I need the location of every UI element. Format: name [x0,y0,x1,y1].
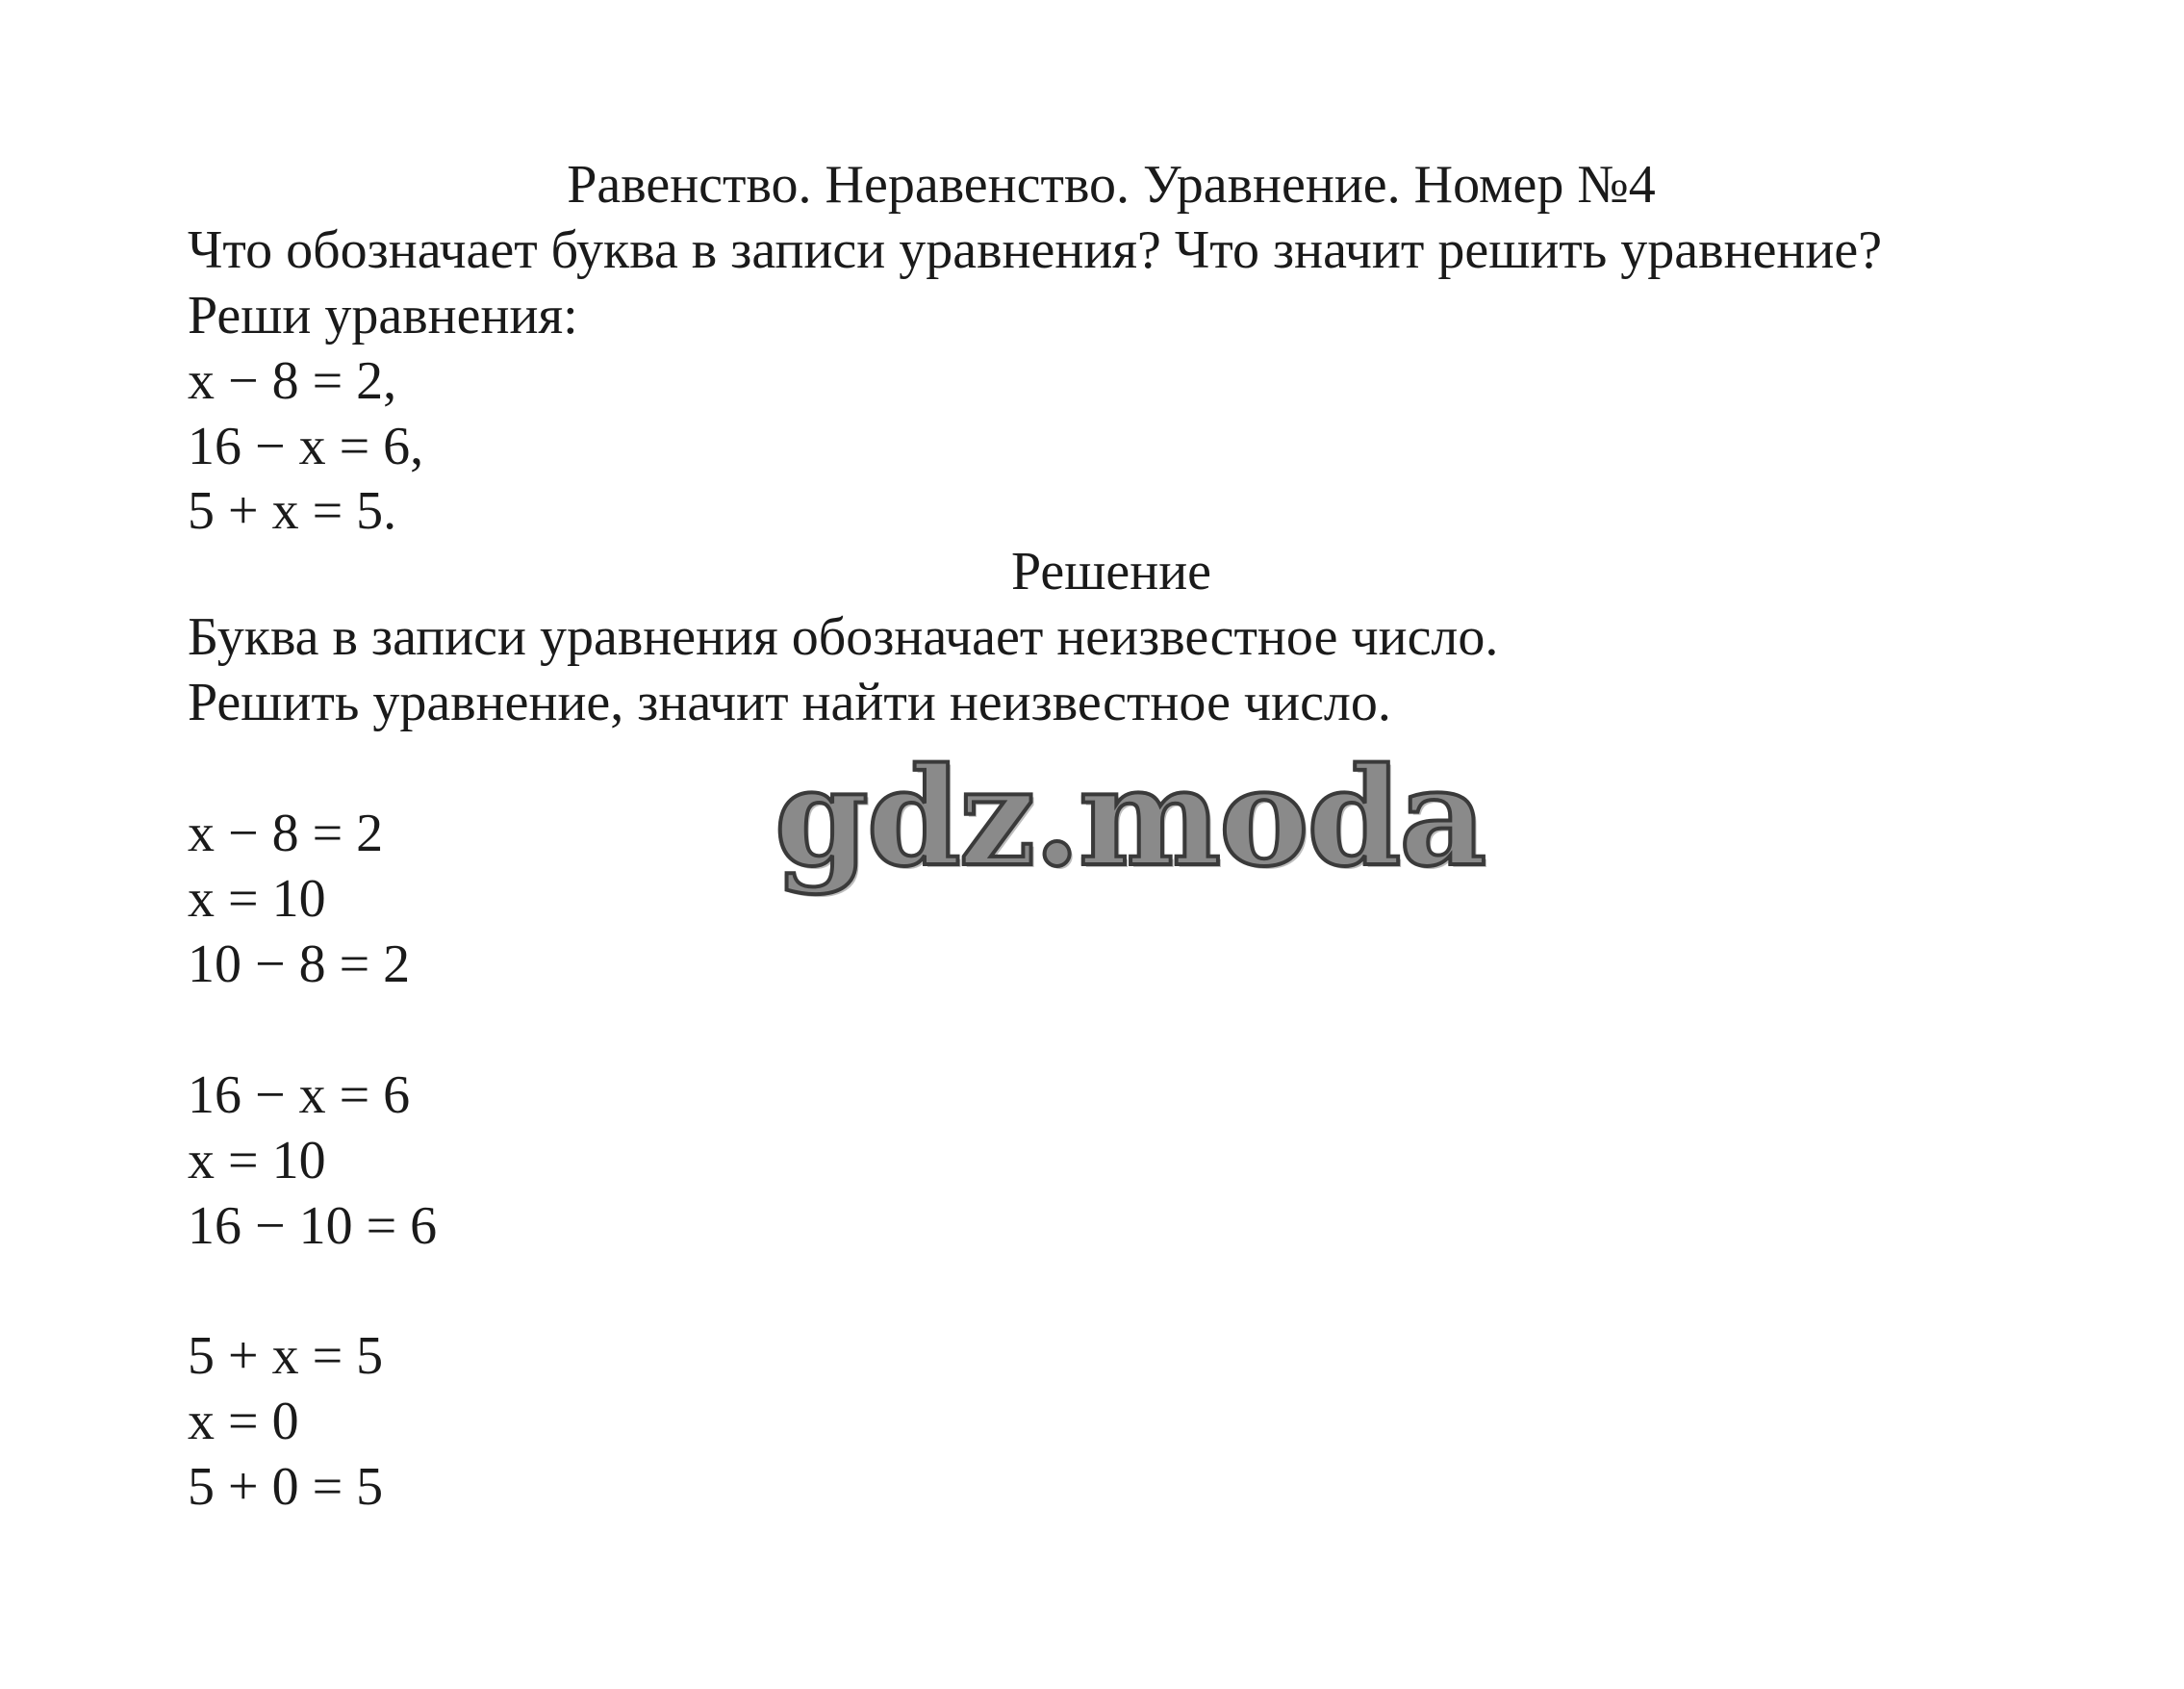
solution-step: 16 − 10 = 6 [188,1196,438,1256]
task-equation-2: 16 − x = 6, [188,417,424,476]
solution-step: x = 10 [188,869,326,929]
task-equation-1: x − 8 = 2, [188,351,397,411]
solution-step: x − 8 = 2 [188,804,384,863]
solution-step: 5 + 0 = 5 [188,1457,384,1517]
solution-answer-1: Буква в записи уравнения обозначает неизвестное число. [188,607,1499,667]
task-equation-3: 5 + x = 5. [188,481,397,541]
task-instruction: Реши уравнения: [188,286,578,345]
solution-answer-2: Решить уравнение, значит найти неизвестное число. [188,673,1391,732]
solution-step: x = 0 [188,1392,299,1451]
watermark-logo: gdz.moda [775,739,1486,897]
solution-step: x = 10 [188,1131,326,1190]
task-question: Что обозначает буква в записи уравнения? Что значит решить уравнение? [188,220,1883,280]
solution-step: 16 − x = 6 [188,1065,411,1125]
solution-heading: Решение [1010,542,1212,601]
solution-step: 10 − 8 = 2 [188,934,411,994]
page-title: Равенство. Неравенство. Уравнение. Номер №4 [567,155,1656,215]
solution-step: 5 + x = 5 [188,1326,384,1386]
